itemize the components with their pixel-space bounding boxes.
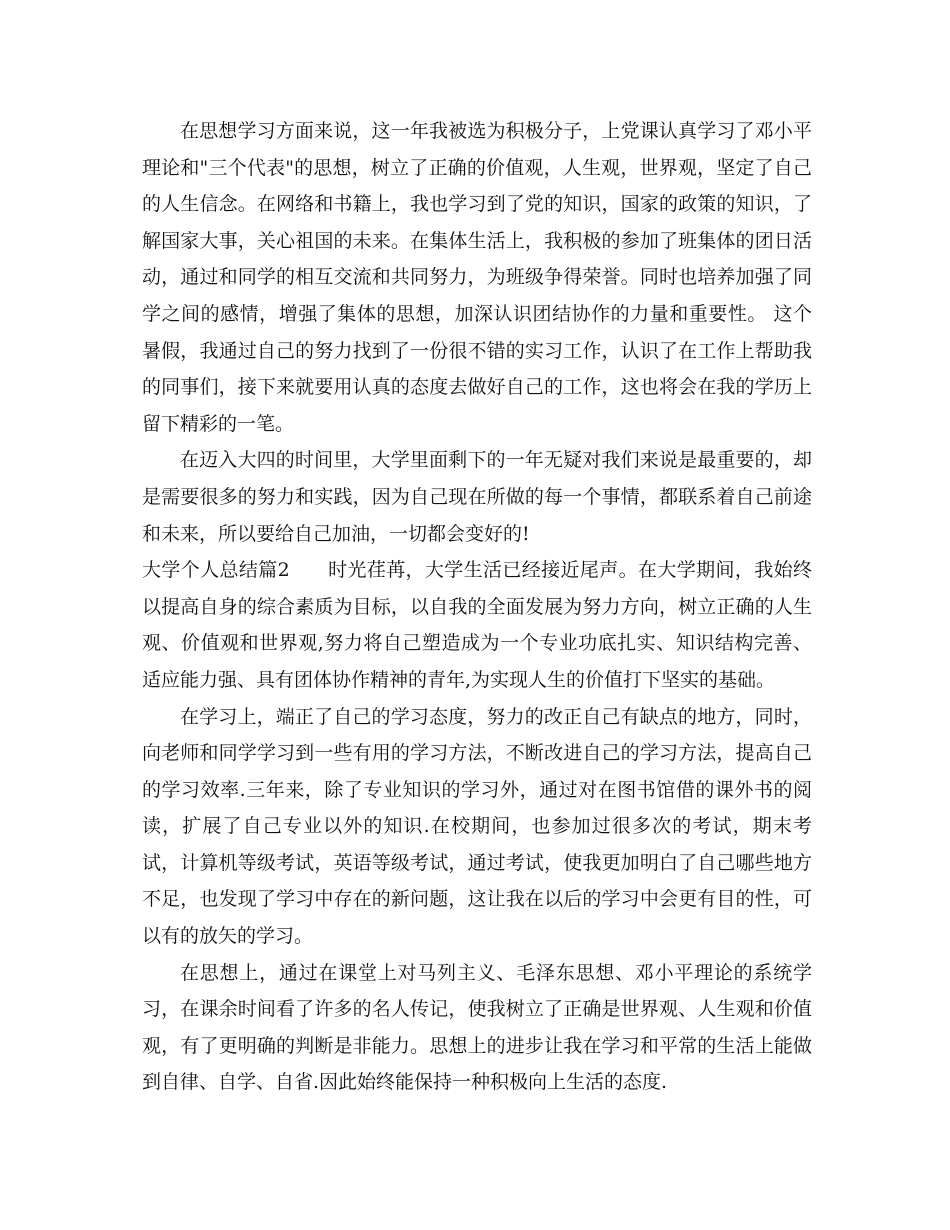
paragraph-learning: 在学习上，端正了自己的学习态度，努力的改正自己有缺点的地方，同时，向老师和同学学习到一些有用的学习方法，不断改进自己的学习方法，提高自己的学习效率.三年来，除了专业知识的学习外，通过对在图书馆借的课外书的阅读，扩展了自己专业以外的知识.在校期间，也参加过很多次的考试，期末考试，计算机等级考试，英语等级考试，通过考试，使我更加明白了自己哪些地方不足，也发现了学习中存在的新问题，这让我在以后的学习中会更有目的性，可以有的放矢的学习。 (142, 705, 812, 948)
paragraph-study-thought: 在思想学习方面来说，这一年我被选为积极分子，上党课认真学习了邓小平理论和"三个代表"的思想，树立了正确的价值观，人生观，世界观，坚定了自己的人生信念。在网络和书籍上，我也学习到了党的知识，国家的政策的知识，了解国家大事，关心祖国的未来。在集体生活上，我积极的参加了班集体的团日活动，通过和同学的相互交流和共同努力，为班级争得荣誉。同时也培养加强了同学之间的感情，增强了集体的思想，加深认识团结协作的力量和重要性。 这个暑假，我通过自己的努力找到了一份很不错的实习工作，认识了在工作上帮助我的同事们，接下来就要用认真的态度去做好自己的工作，这也将会在我的学历上留下精彩的一笔。 (142, 120, 812, 435)
paragraph-thinking: 在思想上，通过在课堂上对马列主义、毛泽东思想、邓小平理论的系统学习，在课余时间看了许多的名人传记，使我树立了正确是世界观、人生观和价值观，有了更明确的判断是非能力。思想上的进步让我在学习和平常的生活上能做到自律、自学、自省.因此始终能保持一种积极向上生活的态度. (142, 961, 812, 1094)
paragraph-senior-year: 在迈入大四的时间里，大学里面剩下的一年无疑对我们来说是最重要的，却是需要很多的努力和实践，因为自己现在所做的每一个事情，都联系着自己前途和未来，所以要给自己加油，一切都会变好的! (142, 449, 812, 545)
section-2-intro-paragraph (142, 552, 812, 698)
section-2-intro-text: 时光荏苒，大学生活已经接近尾声。在大学期间，我始终以提高自身的综合素质为目标，以自我的全面发展为努力方向，树立正确的人生观、价值观和世界观,努力将自己塑造成为一个专业功底扎实、知识结构完善、适应能力强、具有团体协作精神的青年,为实现人生的价值打下坚实的基础。 (142, 559, 812, 691)
document-body (142, 113, 812, 1101)
section-heading: 大学个人总结篇2 (142, 559, 290, 582)
